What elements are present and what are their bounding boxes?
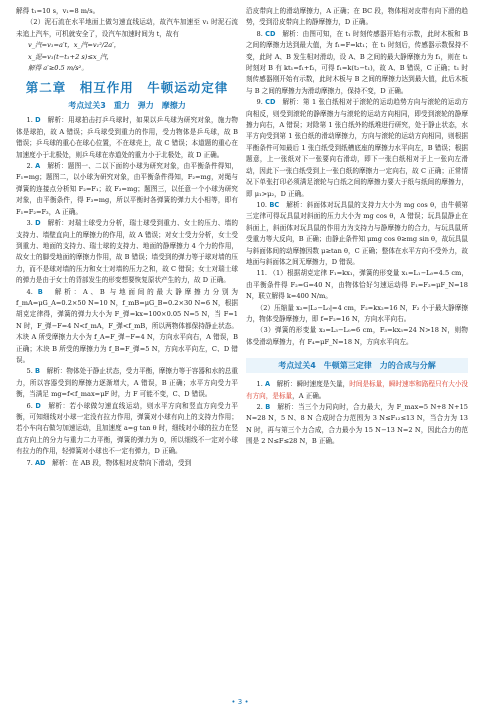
highlighted-text: 时间是标量，瞬时速率和路程只有大小没有方向，是标量 bbox=[246, 380, 469, 400]
answer-item-4 bbox=[16, 287, 238, 367]
answer-key: CD bbox=[265, 98, 276, 107]
section-title: 考点过关4 牛顿第三定律 力的合成与分解 bbox=[246, 358, 468, 373]
explanation: （1）根据胡克定律 F₁=kx₁，弹簧的形变量 x₁=L₁−L₀=4.5 cm，由平衡条件得 F₂=G=40 N，由物体恰好匀速运动得 F₁=F₂=μF_N=18 N，联立解得 k=400 N/m。 bbox=[246, 269, 468, 301]
explanation: 解析：当三个力同向时，合力最大，为 F_max=5 N+8 N+15 N=28 N，5 N、8 N 合成时合力范围为 3 N≤F₁₂≤13 N，当合力为 13 N 时，再与第三个力合成，合力最小为 15 N−13 N=2 N，因此合力的范围是 2 N≤F≤28 N，B 正确。 bbox=[246, 403, 468, 446]
item-number: 6. bbox=[26, 401, 33, 410]
explanation: 解析：在 AB 段，物体相对皮带向下滑动，受到 bbox=[52, 458, 192, 467]
answer-item-6 bbox=[16, 401, 238, 458]
answer-item-9 bbox=[246, 97, 468, 200]
explanation: 解析：A、B 与地面间的最大静摩擦力分别为 f_mA=μG_A=0.2×50 N=10 N，f_mB=μG_B=0.2×30 N=6 N，根据胡克定律得，弹簧的弹力大小为 F_弹=kx=100×0.05 N=5 N，当 F=1 N 时，F_弹−F=4 N<f_mA，F_弹<f_mB，所以两物体都保持静止状态。木块 A 所受摩擦力大小为 f_A=F_弹−F=4 N，方向水平向右，A 错误，B 正确；木块 B 所受的摩擦力为 f_B=F_弹=5 N，方向水平向左，C、D 错误。 bbox=[16, 287, 239, 364]
explanation: 解析：对瑞士球受力分析，瑞士球受到重力、女士的压力、墙的支持力、墙壁直向上的摩擦力的作用，故 A 错误；对女士受力分析，女士受到重力、地面的支持力、瑞士球的支持力、地面的静摩擦力 4 个力的作用，故女士的脚受地面的摩擦力作用，故 B 错误；墙受到的弹力等于球对墙的压力，而不是球对墙的压力和女士对墙的压力之和，故 C 错误；女士对瑞士球的弹力是由于女士的背部发生的形变想要恢复原状产生的力，故 D 正确。 bbox=[16, 219, 239, 285]
explanation: 解析：由图可知，在 t₁ 时刻传感器开始有示数，此时木板和 B 之间的摩擦力达到最大值，为 f₁=F=kt₁；在 t₁ 时刻后，传感器示数保持不变，此时 A、B 发生相对滑动，设 A、B 之间的最大静摩擦力为 f₁，则在 t₁ 时刻对 B 有 kt₁=f₁+f₂，可得 f₁=k(t₂−t₁)，故 A、B 错误，C 正确；t₁ 时刻传感器刚开始有示数，此时木板与 B 之间的摩擦力达到最大值，此后木板与 B 之间的摩擦力为滑动摩擦力，保持不变，D 正确。 bbox=[246, 29, 469, 95]
explanation-tail: ，A 正确。 bbox=[292, 391, 326, 400]
item-number: 10. bbox=[256, 200, 268, 209]
answer-item-11-part2: （2）压缩量 x₂=|L₂−L₀|=4 cm，F₂=kx₂=16 N，F₂ 小于最大静摩擦力，物体受静摩擦力，即 f=F₂=16 N，方向水平向右。 bbox=[246, 303, 468, 323]
answer-key: A bbox=[35, 162, 41, 171]
answer-item-10 bbox=[246, 200, 468, 268]
answer-key: B bbox=[37, 287, 43, 296]
text-line: （2）泥石流在水平地面上做匀速直线运动，故汽车加速至 v₁ 时泥石流未追上汽车，可机就安全了，设汽车加速时间为 t，故有 bbox=[16, 18, 238, 38]
answer-key: A bbox=[264, 380, 271, 389]
item-number: 3. bbox=[26, 219, 33, 228]
answer-item-7 bbox=[16, 458, 238, 469]
text-line: 解得 t₁=10 s，v₁=8 m/s。 bbox=[16, 7, 100, 15]
item-number: 2. bbox=[256, 403, 263, 411]
answer-item-2 bbox=[16, 161, 238, 218]
answer-key: D bbox=[35, 116, 41, 125]
answer-item-3 bbox=[16, 218, 238, 286]
formula-line: 解得 a′≥0.5 m/s²。 bbox=[28, 64, 88, 73]
answer-key: D bbox=[35, 401, 41, 410]
answer-item-s4-1 bbox=[246, 379, 468, 402]
explanation: 解析：第 1 张白纸相对于滚轮的运动趋势方向与滚轮的运动方向相反，则受到滚轮的静摩擦力与滚轮的运动方向相同，即受到滚轮的静摩擦力向右，A 错误；对除第 1 张白纸外的纸堆进行研究，处于静止状态，水平方向受到第 1 张白纸的滑动摩擦力，方向与滚轮的运动方向相同，则根据平衡条件可知最后 1 张白纸受到纸槽底座的摩擦力水平向左，B 错误；根据题意，上一张纸对下一张要向右滑动，即下一张白纸相对于上一张向左滑动，因此下一张白纸受到上一张白纸的摩擦力一定向右，故 C 正确；正常情况下单张打印必须满足滚轮与白纸之间的摩擦力要大于纸与纸间的摩擦力，即 μ₁>μ₂，D 正确。 bbox=[246, 98, 468, 198]
item-number: 8. bbox=[256, 29, 263, 38]
item-number: 2. bbox=[26, 162, 33, 171]
item-number: 9. bbox=[256, 98, 263, 107]
item-number: 1. bbox=[256, 380, 263, 389]
answer-item-11-part3: （3）弹簧的形变量 x₃=L₃−L₀=6 cm，F₃=kx₃=24 N>18 N，则物体受滑动摩擦力，有 F₄=μF_N=18 N，方向水平向左。 bbox=[246, 326, 468, 346]
answer-key: B bbox=[34, 367, 40, 376]
answer-item-5 bbox=[16, 366, 238, 400]
answer-item-s4-2 bbox=[246, 402, 468, 448]
formula-line: v_汽=v₁=a′t，x_汽=v₁²/2a′， bbox=[28, 41, 121, 50]
explanation: 解析：用球拍击打乒乓球时，如果以乒乓球为研究对象，施力物体是球拍，故 A 错误；乒乓球受到重力的作用，受力物体是乒乓球，故 B 错误；乒乓球的重心在球心位置，不在球壳上，故 C 错误；本道题的重心在加速度小于北极处，则乒乓球在赤道处的重力小于北极处，故 D 正确。 bbox=[16, 116, 239, 159]
answer-key: B bbox=[265, 403, 271, 411]
right-column bbox=[246, 6, 468, 448]
left-column bbox=[16, 6, 238, 469]
item-number: 1. bbox=[26, 116, 33, 125]
explanation: 解析：瞬时速度是矢量， bbox=[276, 380, 350, 389]
answer-key: CD bbox=[265, 29, 276, 38]
answer-item-8 bbox=[246, 29, 468, 97]
section-title: 考点过关3 重力 弹力 摩擦力 bbox=[68, 101, 186, 111]
item-number: 11. bbox=[256, 269, 268, 278]
item-number: 5. bbox=[26, 367, 33, 376]
continuation-text: 沿皮带向上的滑动摩擦力，A 正确；在 BC 段，物体相对皮带有向下滑的趋势，受到沿皮带向上的静摩擦力，D 正确。 bbox=[246, 7, 468, 27]
item-number: 7. bbox=[26, 458, 33, 467]
explanation: 解析：物体处于静止状态，受力平衡，摩擦力等于容器和水的总重力，所以容器受到的摩擦力逐渐增大，A 错误，B 正确；水平方向受力平衡，当满足 mg=f<f_max=μF 时，力 F 可能不变，C、D 错误。 bbox=[16, 367, 238, 399]
answer-item-1 bbox=[16, 115, 238, 161]
explanation: 解析：题图一、二以下面的小球为研究对象，由平衡条件得知，F₁=mg；题图二，以小球为研究对象，由平衡条件得知，F₂=mg，对绳与弹簧的连接点分析知 F₂=F₁；故 F₃=mg；题图三，以任意一个小球为研究对象，由平衡条件，得 F₃=mg，所以平衡时各弹簧的弹力大小相等，即有 F₁=F₂=F₃，A 正确。 bbox=[16, 162, 238, 216]
formula-line: x_泥=v₁(t−t₁+2 s)≤x_汽， bbox=[28, 52, 114, 61]
explanation: 解析：斜面体对玩具鼠的支持力大小为 mg cos θ，由牛顿第三定律可得玩具鼠对斜面的压力大小为 mg cos θ，A 错误；玩具鼠静止在斜面上，斜面体对玩具鼠的作用力为支持力与静摩擦力的合力，与玩具鼠所受重力等大反向，B 正确；由静止条件知 μmg cos θ≥mg sin θ，故玩具鼠与斜面体间的动摩擦因数 μ≥tan θ，C 正确；整体在水平方向不受外力，故地面与斜面体之间无摩擦力，D 错误。 bbox=[246, 200, 468, 266]
explanation: 解析：若小球做匀速直线运动，则水平方向和竖直方向受力平衡，可知细线对小球一定没有拉力作用，弹簧对小球有向上的支持力作用；若小车向右做匀加速运动，且加速度 a=g tan θ 时，细线对小球的拉力在竖直方向上的分力与重力二力平衡，弹簧的弹力为 0，所以细线不一定对小球有拉力的作用，轻弹簧对小球也不一定有弹力，D 正确。 bbox=[16, 401, 239, 456]
item-number: 4. bbox=[26, 287, 33, 296]
answer-key: D bbox=[35, 219, 41, 228]
answer-key: AD bbox=[34, 458, 46, 467]
answer-item-11 bbox=[246, 268, 468, 302]
chapter-title: 第二章 相互作用 牛顿运动定律 bbox=[25, 80, 229, 96]
answer-key: BC bbox=[269, 200, 280, 209]
page-number: • 3 • bbox=[231, 698, 249, 706]
